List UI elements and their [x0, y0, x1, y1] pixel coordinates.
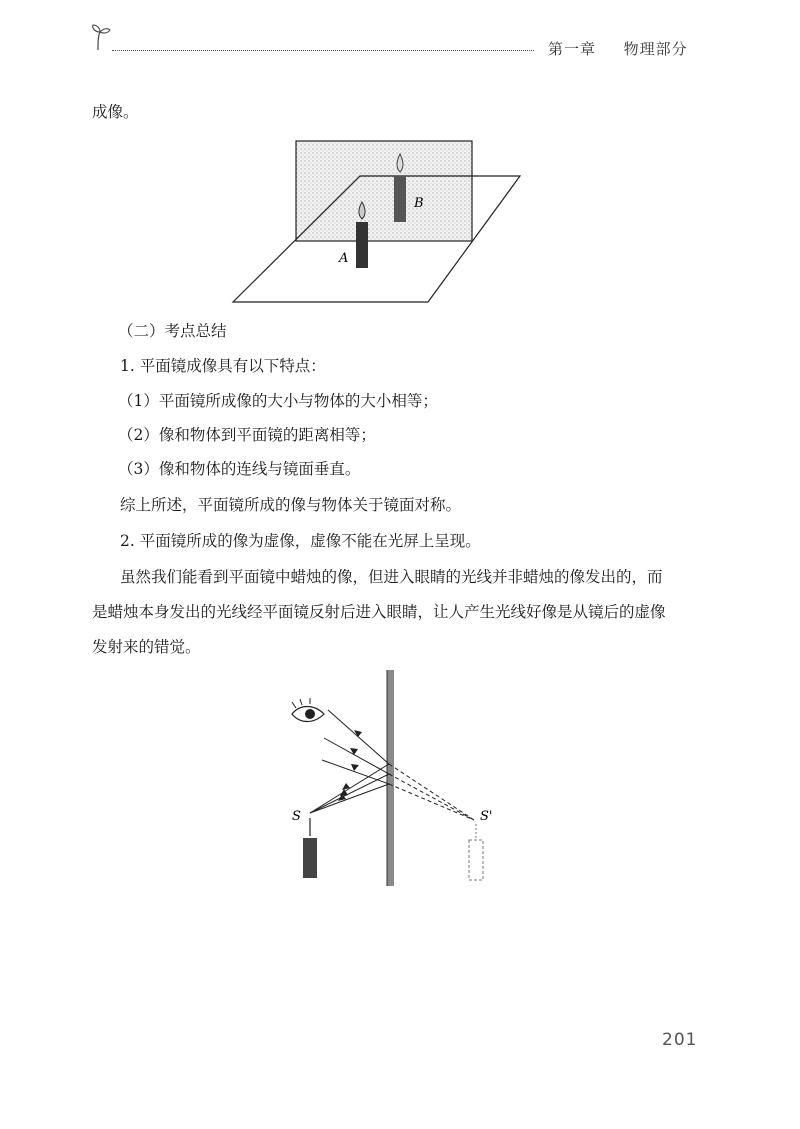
label-a: A — [339, 251, 349, 266]
label-s-prime: S' — [480, 809, 493, 824]
explain-line-1: 虽然我们能看到平面镜中蜡烛的像，但进入眼睛的光线并非蜡烛的像发出的，而 — [120, 568, 663, 586]
real-candle — [303, 818, 317, 878]
label-b: B — [414, 196, 424, 211]
point-1b: （2）像和物体到平面镜的距离相等； — [118, 426, 376, 444]
point-1a: （1）平面镜所成像的大小与物体的大小相等； — [118, 392, 438, 410]
summary-heading: （二）考点总结 — [118, 322, 227, 340]
header-rule — [112, 50, 534, 51]
point-1: 1. 平面镜成像具有以下特点： — [120, 357, 326, 375]
label-s: S — [292, 809, 301, 824]
conclusion: 综上所述，平面镜所成的像与物体关于镜面对称。 — [120, 496, 462, 514]
sprout-icon — [88, 22, 118, 52]
virtual-candle — [469, 824, 483, 880]
explain-line-2: 是蜡烛本身发出的光线经平面镜反射后进入眼睛，让人产生光线好像是从镜后的虚像 — [92, 603, 666, 621]
section-label: 物理部分 — [623, 40, 688, 58]
mirror — [387, 670, 394, 886]
point-1c: （3）像和物体的连线与镜面垂直。 — [118, 460, 361, 478]
intro-tail: 成像。 — [92, 103, 139, 121]
figure-ray-diagram — [270, 668, 520, 890]
chapter-label: 第一章 — [548, 40, 597, 58]
glass-plate — [296, 141, 472, 241]
explain-line-3: 发射来的错觉。 — [92, 638, 201, 656]
eye-icon — [292, 698, 324, 722]
point-2: 2. 平面镜所成的像为虚像，虚像不能在光屏上呈现。 — [120, 532, 481, 550]
figure-candle-glass-plate — [228, 136, 528, 308]
running-header — [548, 38, 688, 59]
page-number: 201 — [662, 1030, 698, 1050]
